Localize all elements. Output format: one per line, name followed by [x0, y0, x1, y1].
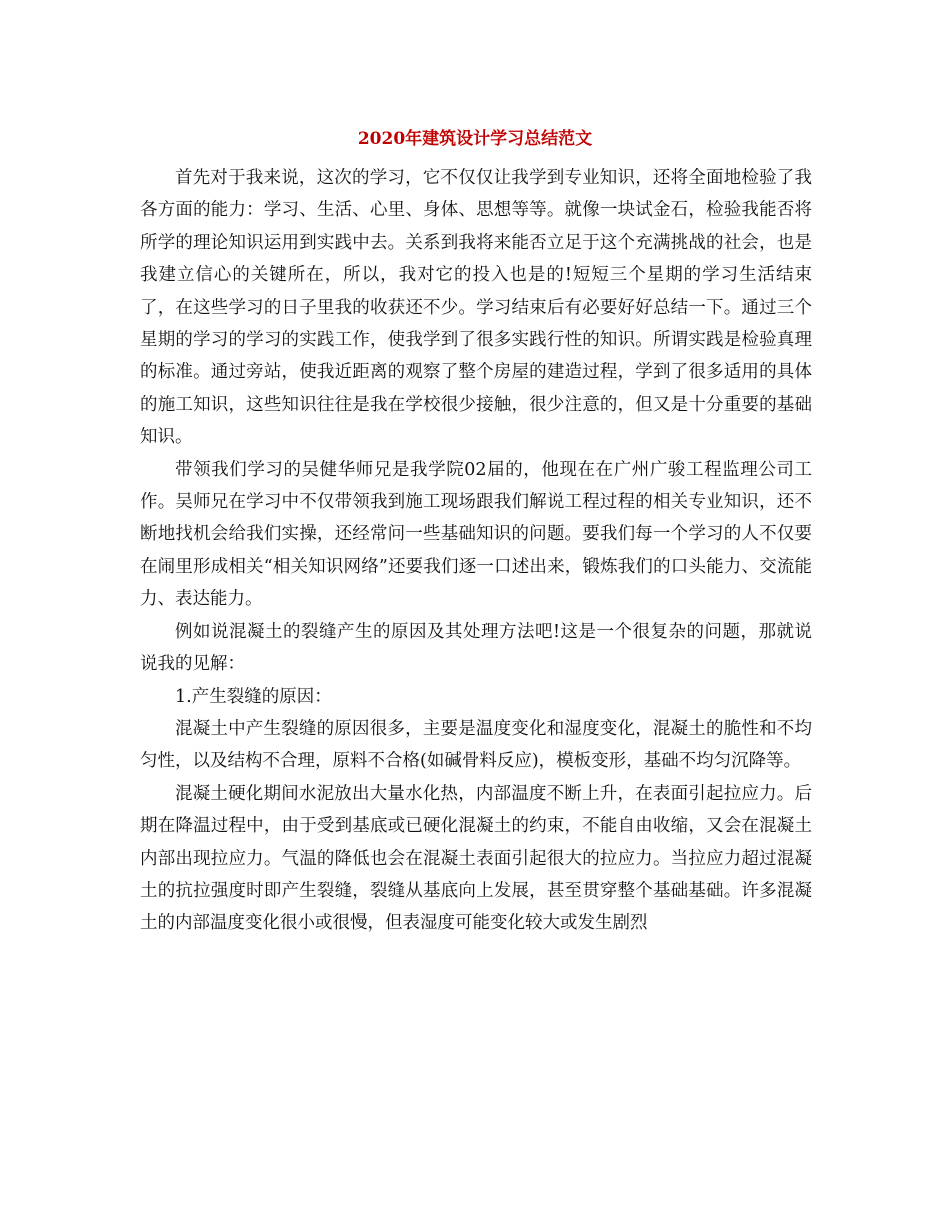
- paragraph-causes: 混凝土中产生裂缝的原因很多，主要是温度变化和湿度变化，混凝土的脆性和不均匀性，以及结构不合理，原料不合格(如碱骨料反应)，模板变形，基础不均匀沉降等。: [140, 718, 812, 772]
- paragraph-mentor: 带领我们学习的吴健华师兄是我学院02届的，他现在在广州广骏工程监理公司工作。吴师兄在学习中不仅带领我到施工现场跟我们解说工程过程的相关专业知识，还不断地找机会给我们实操，还经常问一些基础知识的问题。要我们每一个学习的人不仅要在闹里形成相关“相关知识网络”还要我们逐一口述出来，锻炼我们的口头能力、交流能力、表达能力。: [140, 459, 812, 610]
- document-body: [140, 162, 812, 940]
- paragraph-heading-causes: 1.产生裂缝的原因：: [175, 686, 332, 707]
- paragraph-intro: 首先对于我来说，这次的学习，它不仅仅让我学到专业知识，还将全面地检验了我各方面的能力：学习、生活、心里、身体、思想等等。就像一块试金石，检验我能否将所学的理论知识运用到实践中去。关系到我将来能否立足于这个充满挑战的社会，也是我建立信心的关键所在，所以，我对它的投入也是的!短短三个星期的学习生活结束了，在这些学习的日子里我的收获还不少。学习结束后有必要好好总结一下。通过三个星期的学习的学习的实践工作，使我学到了很多实践行性的知识。所谓实践是检验真理的标准。通过旁站，使我近距离的观察了整个房屋的建造过程，学到了很多适用的具体的施工知识，这些知识往往是我在学校很少接触，很少注意的，但又是十分重要的基础知识。: [140, 168, 812, 448]
- paragraph-example: 例如说混凝土的裂缝产生的原因及其处理方法吧!这是一个很复杂的问题，那就说说我的见解：: [140, 621, 812, 675]
- document-title: 2020年建筑设计学习总结范文: [357, 129, 593, 149]
- paragraph-hydration: 混凝土硬化期间水泥放出大量水化热，内部温度不断上升，在表面引起拉应力。后期在降温过程中，由于受到基底或已硬化混凝土的约束，不能自由收缩，又会在混凝土内部出现拉应力。气温的降低也会在混凝土表面引起很大的拉应力。当拉应力超过混凝土的抗拉强度时即产生裂缝，裂缝从基底向上发展，甚至贯穿整个基础基础。许多混凝土的内部温度变化很小或很慢，但表湿度可能变化较大或发生剧烈: [140, 783, 812, 934]
